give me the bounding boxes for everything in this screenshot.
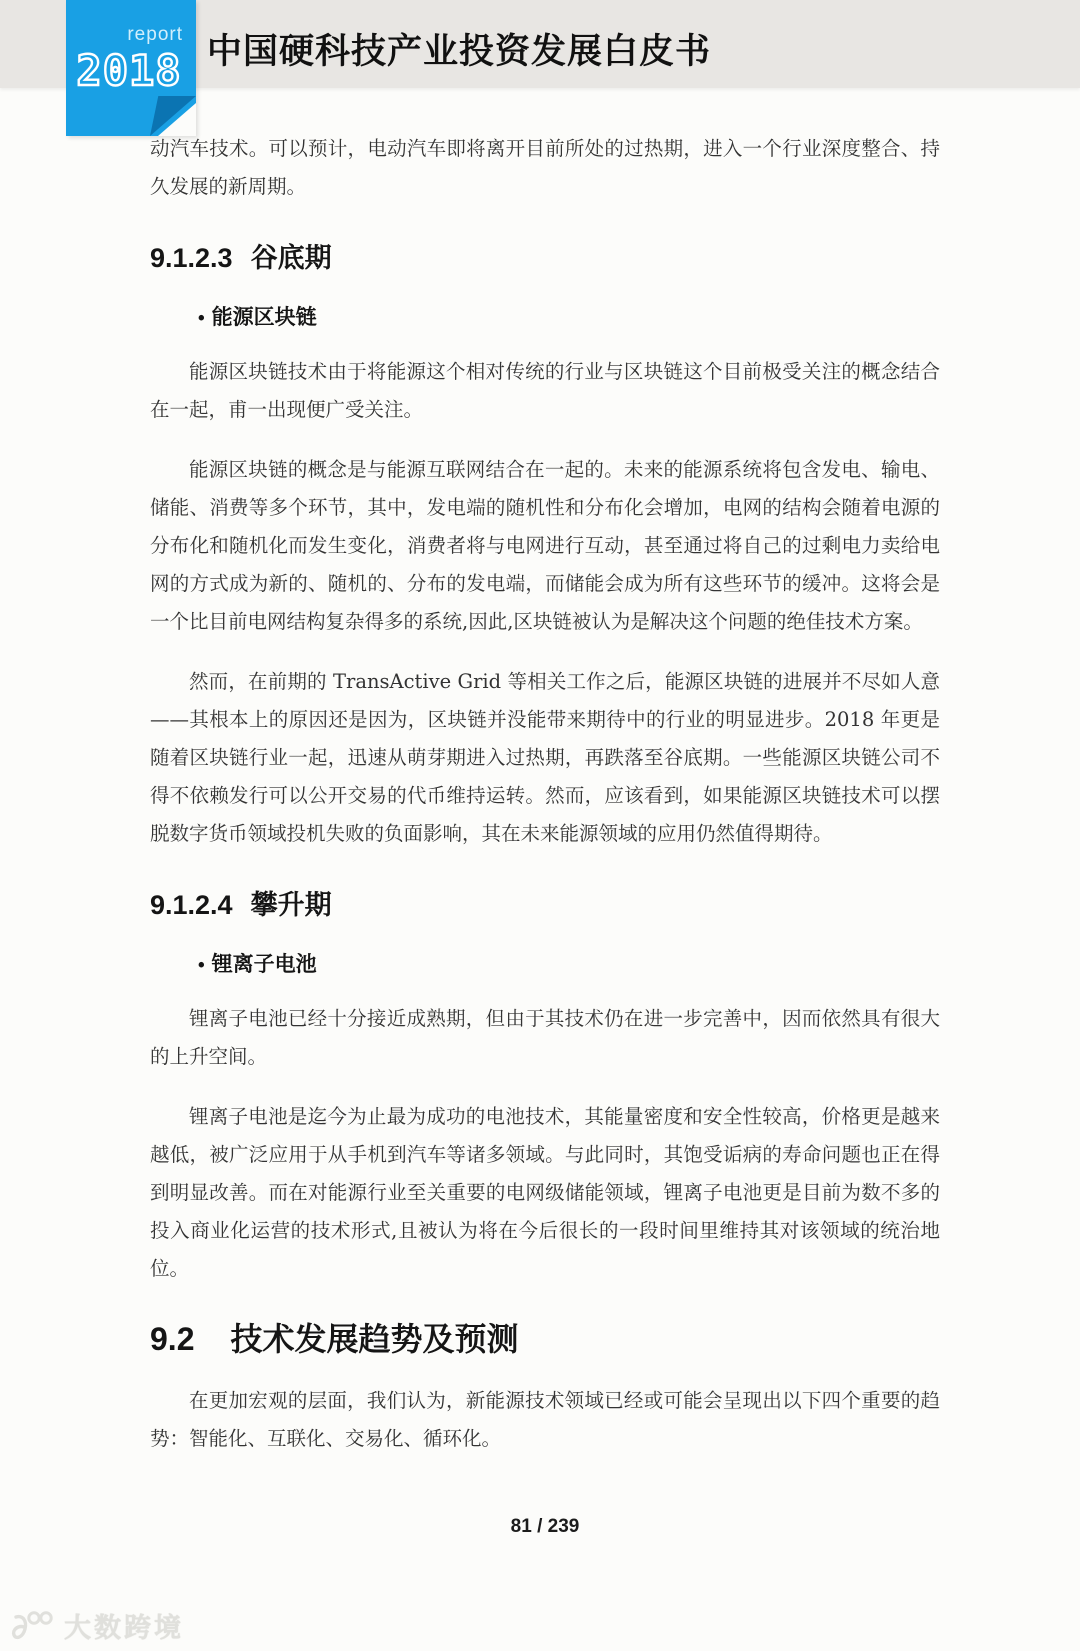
section-number: 9.1.2.3: [150, 243, 233, 273]
section-heading-9123: [150, 236, 940, 275]
watermark-label: 大数跨境: [64, 1613, 184, 1643]
paragraph-lithium-1: 锂离子电池已经十分接近成熟期，但由于其技术仍在进一步完善中，因而依然具有很大的上升空间。: [150, 1007, 940, 1068]
ribbon-report-label: report: [127, 24, 183, 45]
section-heading-92: [150, 1314, 940, 1360]
bullet-item-energy-blockchain: [150, 301, 940, 331]
paragraph-energy-blockchain-1: 能源区块链技术由于将能源这个相对传统的行业与区块链这个目前极受关注的概念结合在一起，甫一出现便广受关注。: [150, 360, 940, 421]
section-label: 技术发展趋势及预测: [230, 1321, 519, 1357]
section-label: 谷底期: [250, 243, 332, 273]
document-title: 中国硬科技产业投资发展白皮书: [207, 32, 712, 71]
bullet-item-lithium-battery: [150, 948, 940, 978]
section-number: 9.1.2.4: [150, 890, 233, 920]
bullet-label: 锂离子电池: [211, 953, 317, 976]
paragraph-trends: 在更加宏观的层面，我们认为，新能源技术领域已经或可能会呈现出以下四个重要的趋势：智能化、互联化、交易化、循环化。: [150, 1389, 940, 1450]
section-number: 9.2: [150, 1321, 195, 1357]
section-heading-9124: [150, 883, 940, 922]
bullet-icon: •: [198, 308, 205, 329]
bullet-label: 能源区块链: [211, 306, 317, 329]
bullet-icon: •: [198, 955, 205, 976]
watermark-logo-icon: [10, 1607, 56, 1645]
paragraph-intro-continuation: 动汽车技术。可以预计，电动汽车即将离开目前所处的过热期，进入一个行业深度整合、持久发展的新周期。: [150, 137, 940, 198]
document-content: [0, 88, 1080, 1538]
paragraph-energy-blockchain-2: 能源区块链的概念是与能源互联网结合在一起的。未来的能源系统将包含发电、输电、储能、消费等多个环节，其中，发电端的随机性和分布化会增加，电网的结构会随着电源的分布化和随机化而发生变化，消费者将与电网进行互动，甚至通过将自己的过剩电力卖给电网的方式成为新的、随机的、分布的发电端，而储能会成为所有这些环节的缓冲。这将会是一个比目前电网结构复杂得多的系统,因此,区块链被认为是解决这个问题的绝佳技术方案。: [150, 458, 940, 633]
paragraph-lithium-2: 锂离子电池是迄今为止最为成功的电池技术，其能量密度和安全性较高，价格更是越来越低，被广泛应用于从手机到汽车等诸多领域。与此同时，其饱受诟病的寿命问题也正在得到明显改善。而在对能源行业至关重要的电网级储能领域，锂离子电池更是目前为数不多的投入商业化运营的技术形式,且被认为将在今后很长的一段时间里维持其对该领域的统治地位。: [150, 1105, 940, 1280]
section-label: 攀升期: [250, 890, 332, 920]
paragraph-energy-blockchain-3: 然而，在前期的 TransActive Grid 等相关工作之后，能源区块链的进展并不尽如人意——其根本上的原因还是因为，区块链并没能带来期待中的行业的明显进步。2018 年更是随着区块链行业一起，迅速从萌芽期进入过热期，再跌落至谷底期。一些能源区块链公司不得不依赖发行可以公开交易的代币维持运转。然而，应该看到，如果能源区块链技术可以摆脱数字货币领域投机失败的负面影响，其在未来能源领域的应用仍然值得期待。: [150, 670, 940, 845]
ribbon-year: 2018: [76, 46, 182, 95]
watermark: [10, 1606, 184, 1645]
page-number: 81 / 239: [510, 1516, 580, 1537]
